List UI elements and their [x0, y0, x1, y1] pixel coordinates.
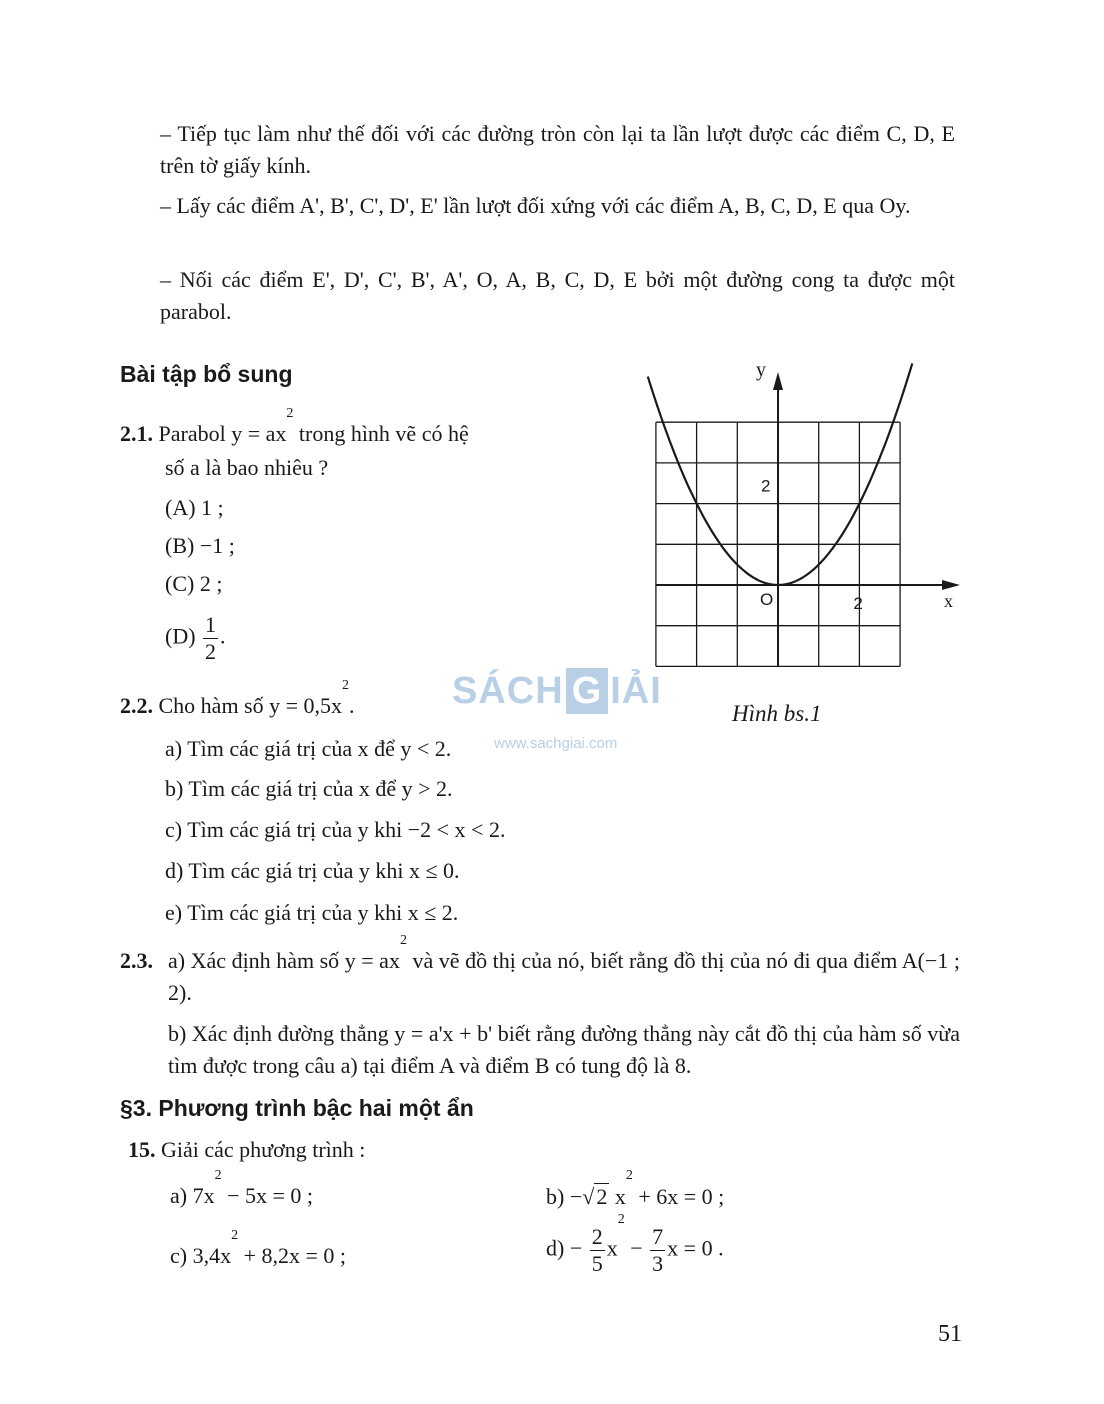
exercise-2-3-part-a [168, 933, 960, 1009]
equation-d-num2: 7 [652, 1224, 664, 1249]
watermark-right: IẢI [610, 670, 662, 712]
equation-a-part2: − 5x = 0 ; [221, 1183, 314, 1208]
choice-d-fraction [203, 612, 218, 665]
exercise-2-2-item-a: a) Tìm các giá trị của x để y < 2. [165, 736, 452, 761]
intro-paragraph-3: – Nối các điểm E', D', C', B', A', O, A, B, C, D, E bởi một đường cong ta được một parabol. [160, 267, 955, 324]
choice-d-label: (D) [165, 623, 196, 649]
equation-b-sup: 2 [625, 1168, 633, 1183]
exercise-2-3-a-text1: a) Xác định hàm số y = ax [168, 948, 400, 973]
exercise-2-3-a-text2: và vẽ đồ thị của nó, biết rằng đồ thị của nó đi qua điểm A(−1 ; 2). [168, 948, 960, 1005]
exercise-2-1-number: 2.1. [120, 421, 153, 446]
section-3-heading: §3. Phương trình bậc hai một ẩn [120, 1095, 474, 1121]
equation-d-fraction-1 [590, 1224, 605, 1277]
y-axis-label: y [756, 359, 766, 381]
equation-d-part1: d) − [546, 1235, 583, 1261]
equation-c [170, 1228, 347, 1272]
exercise-2-1-sup: 2 [286, 406, 294, 421]
exercise-2-3-number: 2.3. [120, 948, 153, 973]
equation-d-sup: 2 [617, 1212, 625, 1227]
intro-paragraph-2: – Lấy các điểm A', B', C', D', E' lần lượt đối xứng với các điểm A, B, C, D, E qua Oy. [160, 193, 911, 218]
figure-caption: Hình bs.1 [732, 701, 822, 726]
choice-a: (A) 1 ; [165, 495, 224, 520]
y-tick-label: 2 [761, 476, 771, 496]
equation-b-part1: b) − [546, 1184, 583, 1209]
exercise-2-1-text-a: Parabol y = ax [158, 421, 287, 446]
watermark-url: www.sachgiai.com [494, 735, 618, 752]
exercise-2-3-number-wrap [120, 945, 153, 977]
equation-d-part4: x = 0 . [667, 1235, 724, 1261]
exercise-15-intro: Giải các phương trình : [161, 1137, 366, 1162]
equation-a [170, 1168, 314, 1212]
equation-d-fraction-2 [650, 1224, 665, 1277]
graph-axes [656, 372, 960, 666]
exercise-2-2-sup: 2 [342, 678, 350, 693]
exercise-2-3-part-b: b) Xác định đường thẳng y = a'x + b' biết rằng đường thẳng này cắt đồ thị của hàm số vừa tìm được trong câu a) tại điểm A và điểm B có tung độ là 8. [168, 1021, 960, 1078]
intro-paragraph-1: – Tiếp tục làm như thế đối với các đường tròn còn lại ta lần lượt được các điểm C, D, E trên tờ giấy kính. [160, 121, 955, 178]
equation-a-part1: a) 7x [170, 1183, 215, 1208]
equation-b-radicand: 2 [596, 1184, 608, 1209]
origin-label: O [760, 590, 774, 609]
equation-d-den2: 3 [652, 1251, 664, 1276]
supplement-heading: Bài tập bổ sung [120, 361, 293, 387]
equation-b-part3: + 6x = 0 ; [632, 1184, 725, 1209]
x-axis-label: x [944, 591, 953, 611]
equation-a-sup: 2 [214, 1168, 222, 1183]
exercise-2-1-line1 [120, 406, 469, 450]
exercise-2-2-tail: . [349, 693, 355, 718]
exercise-2-2-item-d: d) Tìm các giá trị của y khi x ≤ 0. [165, 858, 460, 883]
exercise-2-3-a-sup: 2 [399, 933, 407, 948]
equation-d-num1: 2 [591, 1224, 603, 1249]
equation-b-part2: x [609, 1184, 626, 1209]
equation-c-part2: + 8,2x = 0 ; [238, 1243, 347, 1268]
exercise-2-1-text-b: trong hình vẽ có hệ [293, 421, 469, 446]
equation-b: b) −√2 $x^2 + 6x = 0$ ; [546, 1168, 725, 1209]
parabola-figure [630, 350, 970, 680]
exercise-2-2-item-b: b) Tìm các giá trị của x để y > 2. [165, 776, 453, 801]
exercise-2-2-number: 2.2. [120, 693, 153, 718]
choice-d-tail: . [220, 623, 226, 649]
choice-d [165, 612, 226, 665]
x-axis-arrow [942, 580, 960, 590]
watermark-logo [452, 668, 662, 714]
exercise-2-2-header [120, 678, 355, 722]
exercise-2-2-item-c: c) Tìm các giá trị của y khi −2 < x < 2. [165, 817, 506, 842]
watermark-left: SÁCH [452, 670, 564, 712]
exercise-2-1-line2: số a là bao nhiêu ? [165, 455, 329, 480]
equation-c-part1: c) 3,4x [170, 1243, 232, 1268]
choice-c: (C) 2 ; [165, 571, 223, 596]
y-axis-arrow [773, 372, 783, 390]
exercise-2-2-text: Cho hàm số y = 0,5x [158, 693, 343, 718]
choice-b: (B) −1 ; [165, 533, 235, 558]
equation-d-part3: − [624, 1235, 643, 1261]
watermark-box: G [566, 668, 609, 714]
choice-d-numerator: 1 [205, 612, 217, 637]
parabola-curve [648, 363, 913, 585]
x-tick-label: 2 [853, 594, 863, 613]
equation-d [546, 1212, 724, 1277]
equation-d-den1: 5 [591, 1251, 603, 1276]
choice-d-denominator: 2 [205, 639, 217, 664]
equation-c-sup: 2 [231, 1228, 239, 1243]
exercise-15-header [128, 1134, 365, 1166]
exercise-15-number: 15. [128, 1137, 156, 1162]
exercise-2-2-item-e: e) Tìm các giá trị của y khi x ≤ 2. [165, 900, 459, 925]
equation-d-part2: x [606, 1235, 618, 1261]
page-number: 51 [938, 1321, 962, 1347]
